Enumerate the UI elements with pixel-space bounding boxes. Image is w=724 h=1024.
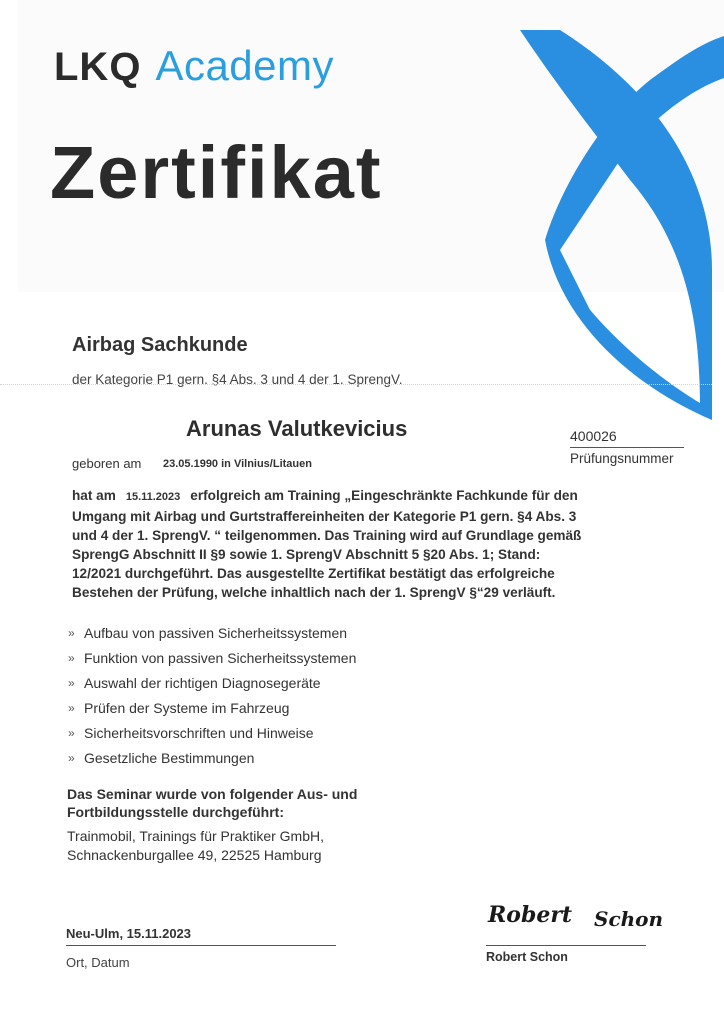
handwritten-signature (486, 894, 666, 934)
svg-text:Schon: Schon (594, 907, 664, 931)
topic-label: Funktion von passiven Sicherheitssystemen (84, 649, 357, 666)
logo-lkq-text: LKQ (54, 45, 142, 89)
org-name: Trainmobil, Trainings für Praktiker GmbH, (67, 828, 324, 844)
svg-text:Robert: Robert (488, 902, 573, 928)
chevron-icon: » (68, 700, 75, 715)
dotted-divider (0, 384, 712, 385)
logo-academy-text: Academy (155, 42, 335, 89)
list-item (68, 670, 356, 695)
chevron-icon: » (68, 750, 75, 765)
signer-name: Robert Schon (486, 950, 568, 964)
place-date-value: Neu-Ulm, 15.11.2023 (66, 926, 192, 941)
certificate-title: Zertifikat (50, 131, 383, 214)
place-date-line (66, 945, 336, 946)
signature-line (486, 945, 646, 946)
exam-number-line (570, 447, 684, 448)
course-title: Airbag Sachkunde (72, 334, 248, 356)
topic-list (68, 620, 356, 770)
exam-number-label: Prüfungsnummer (570, 451, 674, 466)
topic-label: Sicherheitsvorschriften und Hinweise (84, 724, 314, 741)
place-date-label: Ort, Datum (66, 955, 130, 970)
chevron-icon: » (68, 675, 75, 690)
training-date: 15.11.2023 (125, 491, 181, 503)
topic-label: Prüfen der Systeme im Fahrzeug (84, 699, 290, 716)
body-text: erfolgreich am Training „Eingeschränkte Fachkunde für den Umgang mit Airbag und Gurtstraffereinheiten der Kategorie P1 gern. §4 Abs. 3 und 4 der 1. SprengV. “ teilgenommen. Das Training wird auf Grundlage gemäß SprengG Abschnitt II §9 sowie 1. SprengV Abschnitt 5 §20 Abs. 1; Stand: 12/2021 durchgeführt. Das ausgestellte Zertifikat bestätigt das erfolgreiche Bestehen der Prüfung, welche inhaltlich nach der 1. SprengV §“29 verläuft. (72, 488, 582, 600)
topic-label: Gesetzliche Bestimmungen (84, 749, 255, 766)
chevron-icon: » (68, 650, 75, 665)
body-prefix: hat am (72, 488, 116, 503)
blue-swoosh-graphic (0, 0, 724, 420)
seminar-heading: Das Seminar wurde von folgender Aus- und Fortbildungsstelle durchgeführt: (67, 786, 358, 820)
course-subtitle: der Kategorie P1 gern. §4 Abs. 3 und 4 der 1. SprengV. (72, 372, 403, 387)
exam-number: 400026 (570, 428, 617, 444)
list-item (68, 645, 356, 670)
born-label: geboren am (72, 456, 142, 471)
chevron-icon: » (68, 725, 75, 740)
topic-label: Auswahl der richtigen Diagnosegeräte (84, 674, 321, 691)
list-item (68, 620, 356, 645)
participant-name: Arunas Valutkevicius (186, 416, 408, 441)
list-item (68, 720, 356, 745)
topic-label: Aufbau von passiven Sicherheitssystemen (84, 624, 348, 641)
org-address: Schnackenburgallee 49, 22525 Hamburg (67, 847, 322, 863)
list-item (68, 745, 356, 770)
chevron-icon: » (68, 625, 75, 640)
list-item (68, 695, 356, 720)
born-value: 23.05.1990 in Vilnius/Litauen (163, 458, 312, 470)
certificate-body (72, 486, 592, 602)
training-organization (67, 827, 324, 865)
